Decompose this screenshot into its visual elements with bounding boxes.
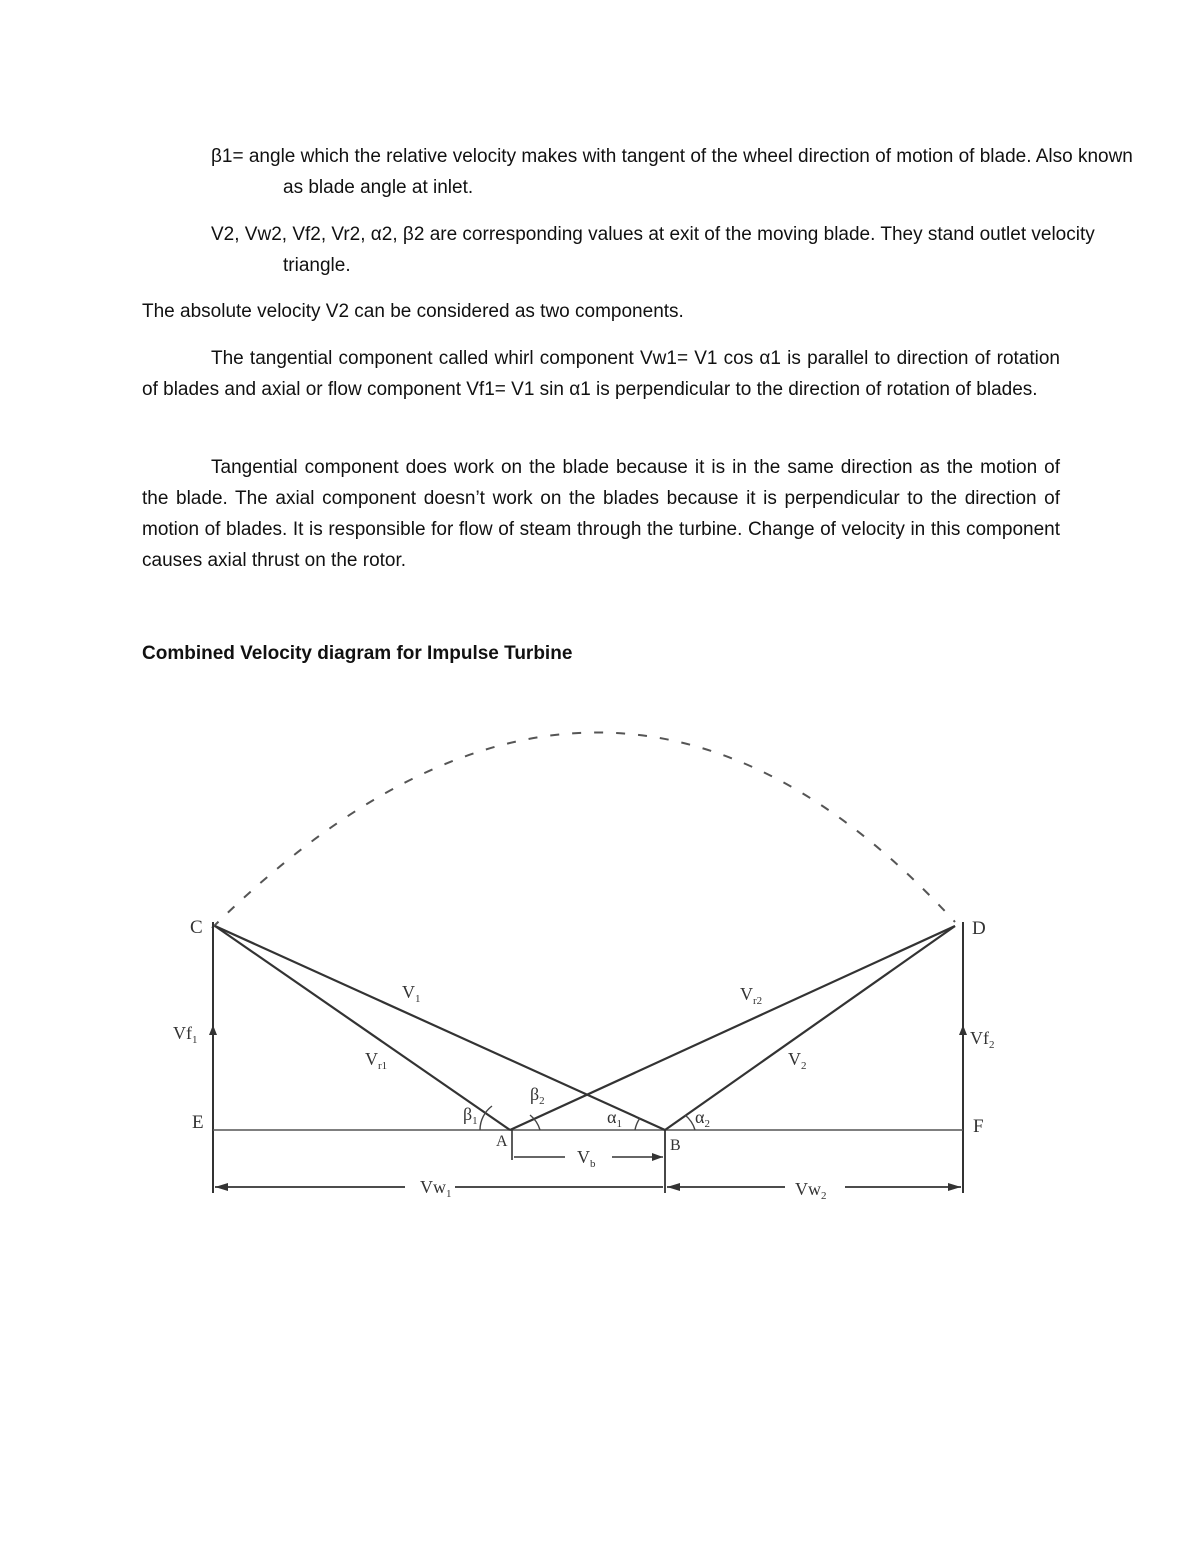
label-vr2: $V_{r2}$ (740, 984, 763, 1007)
label-vb: $V_b$ (577, 1147, 596, 1170)
line-v2 (665, 926, 955, 1130)
definition-exit-values: V2, Vw2, Vf2, Vr2, α2, β2 are corresponding values at exit of the moving blade. They stand outlet velocity triangle. (211, 224, 1095, 276)
label-beta1: $\beta_1$ (463, 1104, 478, 1127)
paragraph-absolute-velocity: The absolute velocity V2 can be considered as two components. (142, 301, 684, 322)
point-d: D (972, 918, 986, 939)
dashed-arc (212, 732, 955, 928)
point-c: C (190, 917, 203, 938)
label-vf1: $Vf_1$ (173, 1023, 198, 1046)
vw2-arrow-right (948, 1183, 961, 1191)
vf1-arrow (209, 1025, 217, 1035)
point-b: B (670, 1137, 681, 1154)
label-alpha2: $\alpha_2$ (695, 1107, 710, 1130)
paragraph-tangential-component: The tangential component called whirl component Vw1= V1 cos α1 is parallel to direction of rotation of blades and axial or flow component Vf1= V1 sin α1 is perpendicular to the direction of rotation of blades. (142, 348, 1060, 400)
point-f: F (973, 1116, 984, 1137)
arc-alpha2 (685, 1115, 695, 1130)
label-beta2: $\beta_2$ (530, 1084, 545, 1107)
label-vw2: $Vw_2$ (795, 1179, 827, 1202)
vw1-arrow-left (215, 1183, 228, 1191)
label-v2: $V_2$ (788, 1049, 807, 1072)
velocity-diagram (140, 690, 1040, 1230)
label-vr1: $V_{r1}$ (365, 1049, 388, 1072)
line-vr1 (215, 926, 510, 1130)
point-e: E (192, 1112, 204, 1133)
label-v1: $V_1$ (402, 982, 421, 1005)
vb-arrow-right (652, 1153, 663, 1161)
definition-beta1: β1= angle which the relative velocity makes with tangent of the wheel direction of motion of blade. Also known as blade angle at inlet. (211, 146, 1133, 198)
label-alpha1: $\alpha_1$ (607, 1107, 622, 1130)
line-vr2 (510, 926, 955, 1130)
arc-alpha1 (635, 1118, 640, 1130)
label-vw1: $Vw_1$ (420, 1177, 452, 1200)
label-vf2: $Vf_2$ (970, 1028, 995, 1051)
paragraph-work-done: Tangential component does work on the blade because it is in the same direction as the motion of the blade. The axial component doesn’t work on the blades because it is perpendicular to the direction of motion of blades. It is responsible for flow of steam through the turbine. Change of velocity in this component causes axial thrust on the rotor. (142, 457, 1060, 571)
vw2-arrow-left (667, 1183, 680, 1191)
figure-heading: Combined Velocity diagram for Impulse Turbine (142, 643, 573, 664)
vf2-arrow (959, 1025, 967, 1035)
point-a: A (496, 1133, 508, 1150)
line-v1 (215, 926, 665, 1130)
